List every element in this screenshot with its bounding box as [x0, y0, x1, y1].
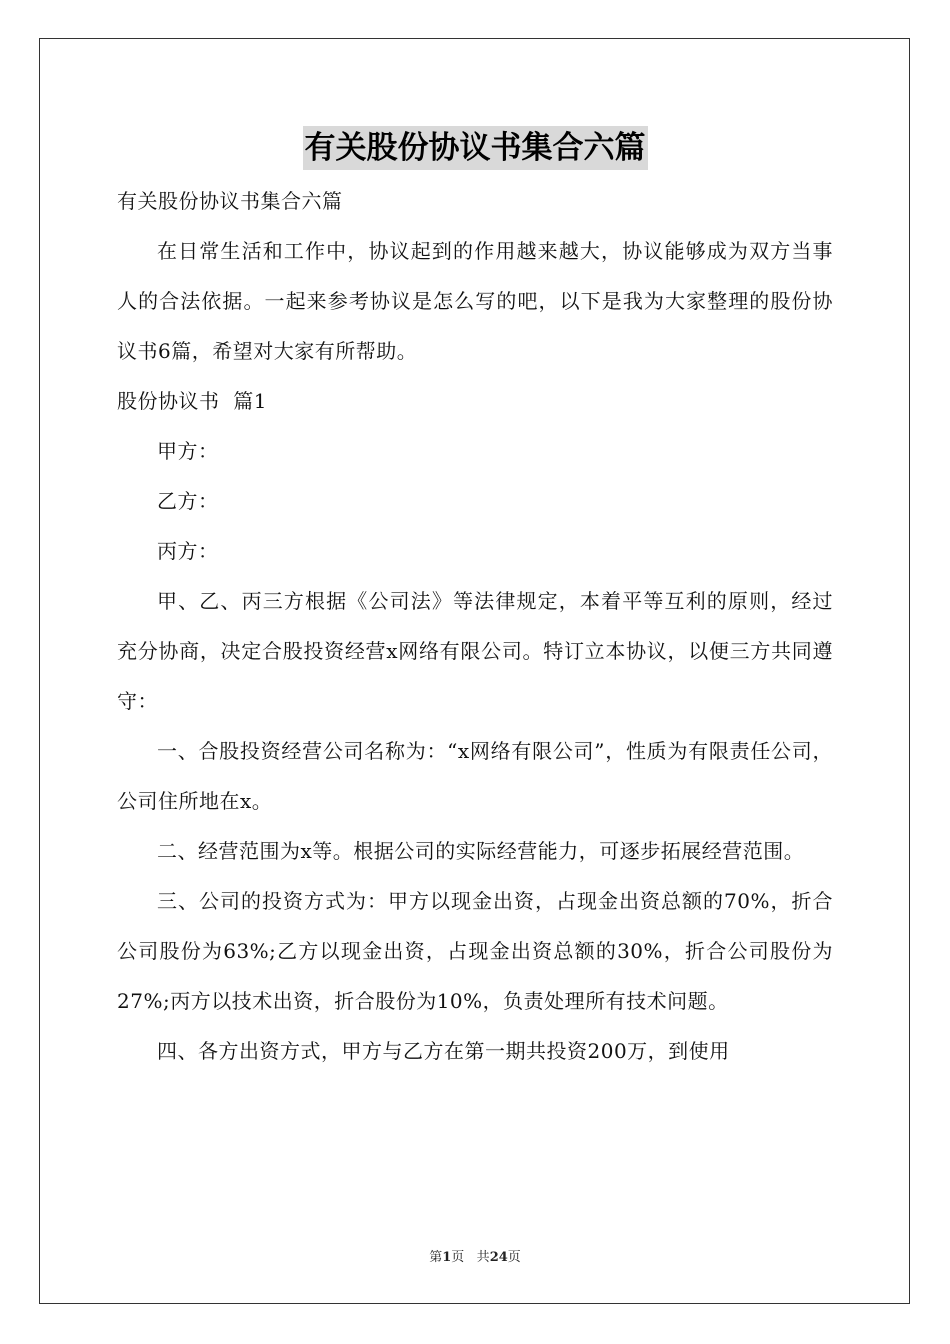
- paragraph: 二、经营范围为x等。根据公司的实际经营能力，可逐步拓展经营范围。: [157, 839, 805, 863]
- document-subtitle: 有关股份协议书集合六篇: [117, 189, 343, 213]
- document-body: [117, 176, 833, 1076]
- page-number: 1: [442, 1250, 452, 1265]
- total-suffix: 页: [507, 1250, 521, 1265]
- paragraph: 丙方：: [157, 539, 219, 563]
- paragraph: 股份协议书 篇1: [117, 389, 267, 413]
- document-title: 有关股份协议书集合六篇: [303, 126, 648, 170]
- paragraph: 乙方：: [157, 489, 219, 513]
- page-prefix: 第: [429, 1250, 443, 1265]
- paragraph-list: [117, 226, 833, 1076]
- page-suffix: 页: [451, 1250, 465, 1265]
- total-pages: 24: [489, 1250, 508, 1265]
- paragraph: 甲、乙、丙三方根据《公司法》等法律规定，本着平等互利的原则，经过充分协商，决定合股投资经营x网络有限公司。特订立本协议，以便三方共同遵守：: [117, 589, 833, 713]
- paragraph: 一、合股投资经营公司名称为：“x网络有限公司”，性质为有限责任公司，公司住所地在x。: [117, 739, 833, 813]
- paragraph: 在日常生活和工作中，协议起到的作用越来越大，协议能够成为双方当事人的合法依据。一起来参考协议是怎么写的吧，以下是我为大家整理的股份协议书6篇，希望对大家有所帮助。: [117, 239, 833, 363]
- paragraph: 四、各方出资方式，甲方与乙方在第一期共投资200万，到使用: [157, 1039, 730, 1063]
- total-prefix: 共: [476, 1250, 490, 1265]
- page-footer: [0, 1246, 950, 1265]
- paragraph: 三、公司的投资方式为：甲方以现金出资，占现金出资总额的70%，折合公司股份为63%;乙方以现金出资，占现金出资总额的30%，折合公司股份为27%;丙方以技术出资，折合股份为10%，负责处理所有技术问题。: [117, 889, 833, 1013]
- title-area: [0, 126, 950, 170]
- paragraph: 甲方：: [157, 439, 219, 463]
